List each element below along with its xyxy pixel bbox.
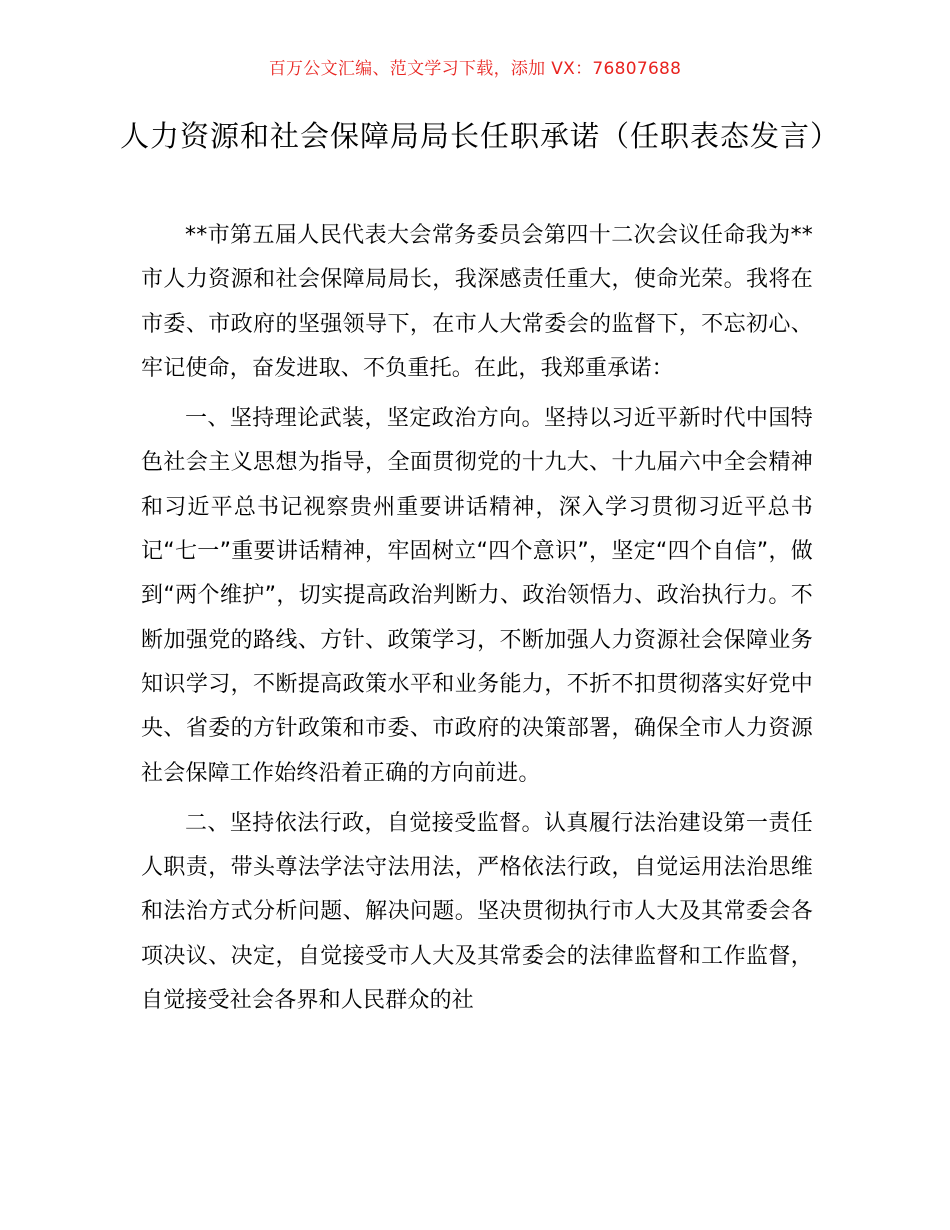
paragraph-commitment-one: 一、坚持理论武装，坚定政治方向。坚持以习近平新时代中国特色社会主义思想为指导，全面贯彻党的十九大、十九届六中全会精神和习近平总书记视察贵州重要讲话精神，深入学习贯彻习近平总书记“七一”重要讲话精神，牢固树立“四个意识”，坚定“四个自信”，做到“两个维护”，切实提高政治判断力、政治领悟力、政治执行力。不断加强党的路线、方针、政策学习，不断加强人力资源社会保障业务知识学习，不断提高政策水平和业务能力，不折不扣贯彻落实好党中央、省委的方针政策和市委、市政府的决策部署，确保全市人力资源社会保障工作始终沿着正确的方向前进。 xyxy=(141,406,813,786)
document-title: 人力资源和社会保障局局长任职承诺（任职表态发言） xyxy=(120,119,841,153)
paragraph-commitment-two: 二、坚持依法行政，自觉接受监督。认真履行法治建设第一责任人职责，带头尊法学法守法用法，严格依法行政，自觉运用法治思维和法治方式分析问题、解决问题。坚决贯彻执行市人大及其常委会各项决议、决定，自觉接受市人大及其常委会的法律监督和工作监督，自觉接受社会各界和人民群众的社 xyxy=(141,810,813,1014)
header-watermark: 百万公文汇编、范文学习下载，添加 VX：76807688 xyxy=(268,59,682,79)
paragraph-intro: **市第五届人民代表大会常务委员会第四十二次会议任命我为**市人力资源和社会保障局局长，我深感责任重大，使命光荣。我将在市委、市政府的坚强领导下，在市人大常委会的监督下，不忘初心、牢记使命，奋发进取、不负重托。在此，我郑重承诺： xyxy=(141,223,813,381)
document-body xyxy=(141,214,813,1029)
